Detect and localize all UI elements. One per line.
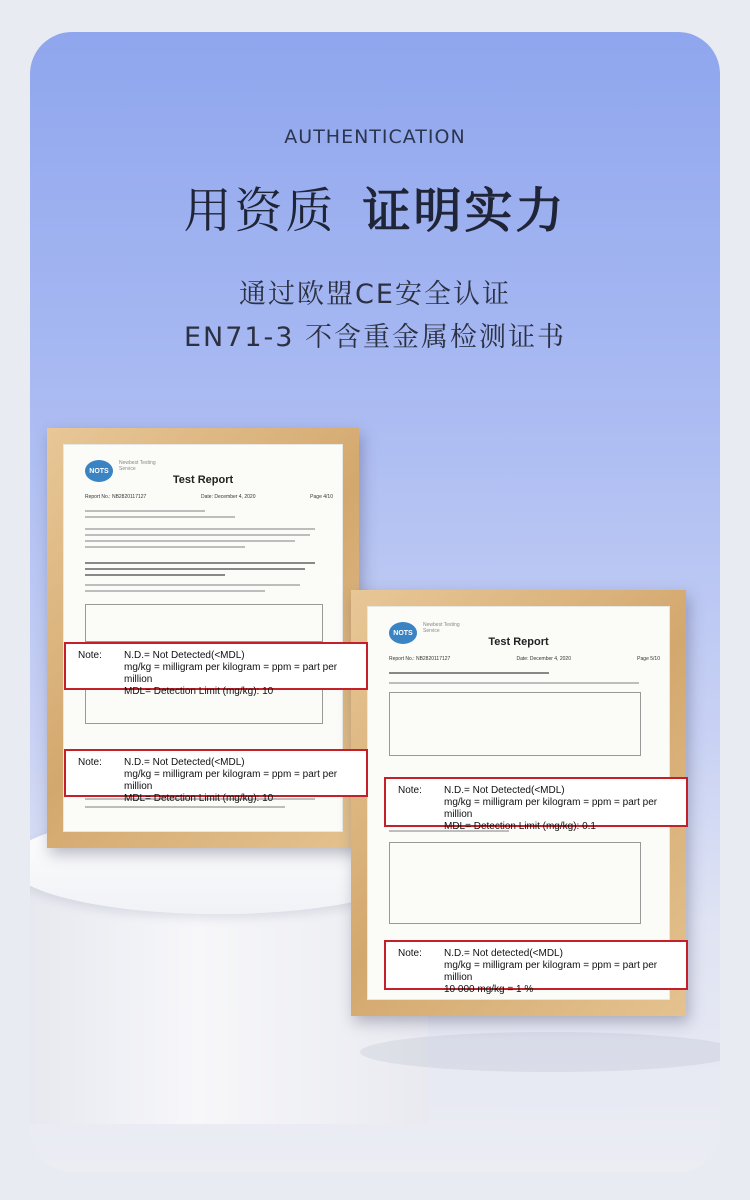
text-line <box>85 806 285 808</box>
note-lines <box>444 785 686 833</box>
note-label: Note: <box>78 650 102 661</box>
text-line <box>85 590 265 592</box>
text-line <box>85 562 315 564</box>
note-label: Note: <box>398 785 422 796</box>
results-table <box>389 842 641 924</box>
note-line: N.D.= Not detected(<MDL) <box>444 948 563 959</box>
text-line <box>85 540 295 542</box>
report-meta <box>389 656 660 662</box>
text-line <box>85 534 310 536</box>
report-title: Test Report <box>488 636 549 648</box>
headline-light: 用资质 <box>183 183 337 239</box>
results-table <box>389 692 641 756</box>
report-no: Report No.: NB2820117127 <box>85 494 147 500</box>
report-page: Page 5/10 <box>637 656 660 662</box>
text-line <box>85 516 235 518</box>
note-line: N.D.= Not Detected(<MDL) <box>444 785 565 796</box>
note-line: N.D.= Not Detected(<MDL) <box>124 650 245 661</box>
note-box <box>384 940 688 995</box>
floor-shadow <box>360 1032 720 1072</box>
text-line <box>389 682 639 684</box>
text-line <box>85 584 300 586</box>
report-page: Page 4/10 <box>310 494 333 500</box>
note-box <box>384 777 688 832</box>
note-line: 10 000 mg/kg = 1 % <box>444 984 534 995</box>
report-no: Report No.: NB2820117127 <box>389 656 451 662</box>
note-line: MDL= Detection Limit (mg/kg): 10 <box>124 793 274 804</box>
note-line: mg/kg = milligram per kilogram = ppm = part per million <box>124 769 338 792</box>
text-line <box>85 568 305 570</box>
note-line: mg/kg = milligram per kilogram = ppm = part per million <box>444 960 658 983</box>
text-line <box>85 528 315 530</box>
text-line <box>85 546 245 548</box>
ntsc-logo: NOTS <box>389 622 417 644</box>
subtitle-en71: EN71-3 不含重金属检测证书 <box>183 322 567 353</box>
logo-text: Newbest Testing Service <box>423 622 460 634</box>
note-label: Note: <box>78 757 102 768</box>
headline <box>30 172 720 241</box>
ntsc-logo: NOTS <box>85 460 113 482</box>
note-lines <box>124 757 366 805</box>
note-label: Note: <box>398 948 422 959</box>
subtitle-ce: 通过欧盟CE安全认证 <box>239 279 511 310</box>
report-title: Test Report <box>172 474 234 486</box>
report-date: Date: December 4, 2020 <box>516 656 571 662</box>
report-meta <box>85 494 333 500</box>
results-table <box>85 604 323 642</box>
note-line: MDL= Detection Limit (mg/kg): 0.1 <box>444 821 596 832</box>
note-box <box>64 749 368 804</box>
authentication-label: AUTHENTICATION <box>284 126 466 148</box>
text-line <box>85 510 205 512</box>
note-box <box>64 642 368 697</box>
note-lines <box>124 650 366 698</box>
headline-bold: 证明实力 <box>362 183 567 239</box>
text-line <box>85 574 225 576</box>
note-lines <box>444 948 686 996</box>
note-line: mg/kg = milligram per kilogram = ppm = part per million <box>444 797 658 820</box>
note-line: MDL= Detection Limit (mg/kg): 10 <box>124 686 274 697</box>
note-line: N.D.= Not Detected(<MDL) <box>124 757 245 768</box>
note-line: mg/kg = milligram per kilogram = ppm = part per million <box>124 662 338 685</box>
text-line <box>389 672 549 674</box>
logo-text: Newbest Testing Service <box>119 460 156 472</box>
report-date: Date: December 4, 2020 <box>201 494 256 500</box>
